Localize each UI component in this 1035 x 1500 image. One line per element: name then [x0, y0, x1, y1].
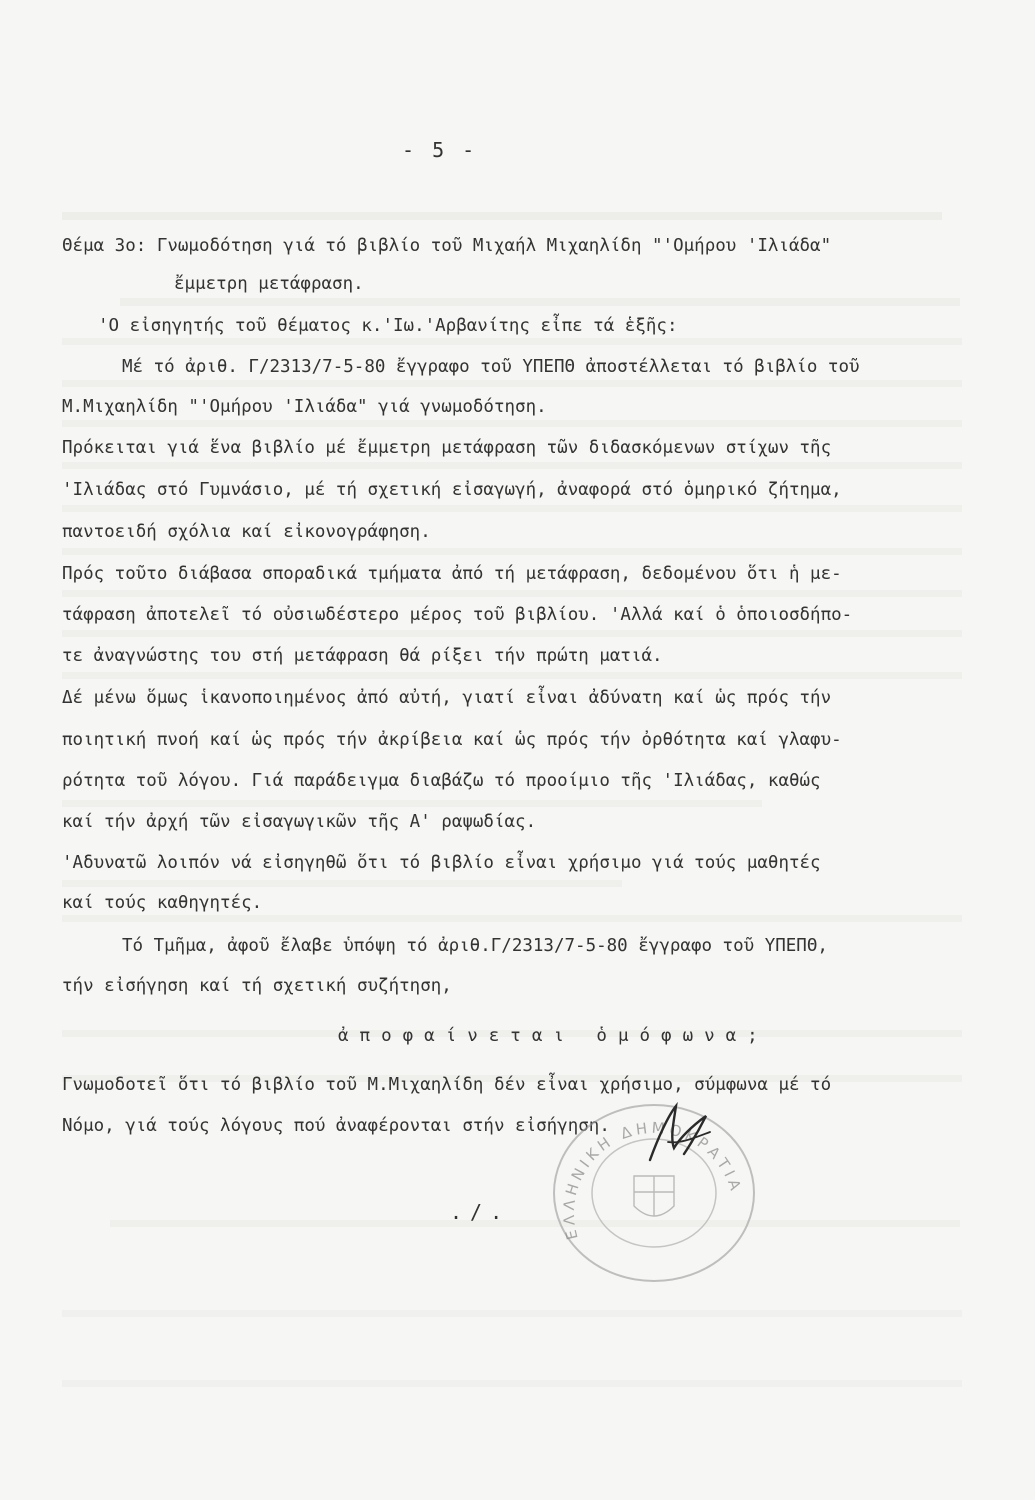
body-line: παντοειδή σχόλια καί εἰκονογράφηση. — [62, 522, 431, 542]
body-line: τάφραση ἀποτελεῖ τό οὐσιωδέστερο μέρος τοῦ βιβλίου. 'Αλλά καί ὁ ὁποιοσδήπο- — [62, 605, 853, 625]
body-line: Πρός τοῦτο διάβασα σποραδικά τμήματα ἀπό τή μετάφραση, δεδομένου ὅτι ἡ με- — [62, 564, 842, 584]
body-line: καί τούς καθηγητές. — [62, 893, 263, 913]
body-line: Πρόκειται γιά ἕνα βιβλίο μέ ἔμμετρη μετάφραση τῶν διδασκόμενων στίχων τῆς — [62, 438, 832, 458]
end-mark: ./. — [450, 1200, 511, 1224]
body-line: τε ἀναγνώστης του στή μετάφραση θά ρίξει τήν πρώτη ματιά. — [62, 646, 663, 666]
topic-heading: Θέμα 3ο: Γνωμοδότηση γιά τό βιβλίο τοῦ Μιχαήλ Μιχαηλίδη "'Ομήρου 'Ιλιάδα" — [62, 236, 832, 256]
topic-heading-cont: ἔμμετρη μετάφραση. — [174, 274, 364, 294]
decision-intro: Τό Τμῆμα, ἀφοῦ ἔλαβε ὑπόψη τό ἀριθ.Γ/2313/7-5-80 ἔγγραφο τοῦ ΥΠΕΠΘ, — [122, 936, 828, 956]
body-line: 'Ιλιάδας στό Γυμνάσιο, μέ τή σχετική εἰσαγωγή, ἀναφορά στό ὁμηρικό ζήτημα, — [62, 480, 842, 500]
body-line: Δέ μένω ὅμως ἱκανοποιημένος ἀπό αὐτή, γιατί εἶναι ἀδύνατη καί ὡς πρός τήν — [62, 688, 832, 708]
body-line: ποιητική πνοή καί ὡς πρός τήν ἀκρίβεια καί ὡς πρός τήν ὀρθότητα καί γλαφυ- — [62, 730, 842, 750]
decision-intro-cont: τήν εἰσήγηση καί τή σχετική συζήτηση, — [62, 976, 452, 996]
page-number: - 5 - — [402, 138, 478, 162]
body-line: Μ.Μιχαηλίδη "'Ομήρου 'Ιλιάδα" γιά γνωμοδότηση. — [62, 397, 547, 417]
body-line: ρότητα τοῦ λόγου. Γιά παράδειγμα διαβάζω τό προοίμιο τῆς 'Ιλιάδας, καθώς — [62, 771, 821, 791]
rapporteur-intro: 'Ο εἰσηγητής τοῦ θέματος κ.'Ιω.'Αρβανίτης εἶπε τά ἑξῆς: — [98, 316, 678, 336]
body-line: 'Αδυνατῶ λοιπόν νά εἰσηγηθῶ ὅτι τό βιβλίο εἶναι χρήσιμο γιά τούς μαθητές — [62, 853, 821, 873]
decision-text: Γνωμοδοτεῖ ὅτι τό βιβλίο τοῦ Μ.Μιχαηλίδη δέν εἶναι χρήσιμο, σύμφωνα μέ τό — [62, 1075, 832, 1095]
handwritten-initials — [640, 1098, 720, 1168]
body-line: Μέ τό ἀριθ. Γ/2313/7-5-80 ἔγγραφο τοῦ ΥΠΕΠΘ ἀποστέλλεται τό βιβλίο τοῦ — [122, 357, 860, 377]
seal-text: ΕΛΛΗΝΙΚΗ ΔΗΜΟΚΡΑΤΙΑ — [559, 1118, 746, 1242]
body-line: καί τήν ἀρχή τῶν εἰσαγωγικῶν τῆς Α' ραψωδίας. — [62, 812, 537, 832]
decision-text-cont: Νόμο, γιά τούς λόγους πού ἀναφέρονται στήν εἰσήγηση. — [62, 1116, 610, 1136]
decision-heading: ἀποφαίνεται ὁμόφωνα; — [338, 1026, 769, 1046]
